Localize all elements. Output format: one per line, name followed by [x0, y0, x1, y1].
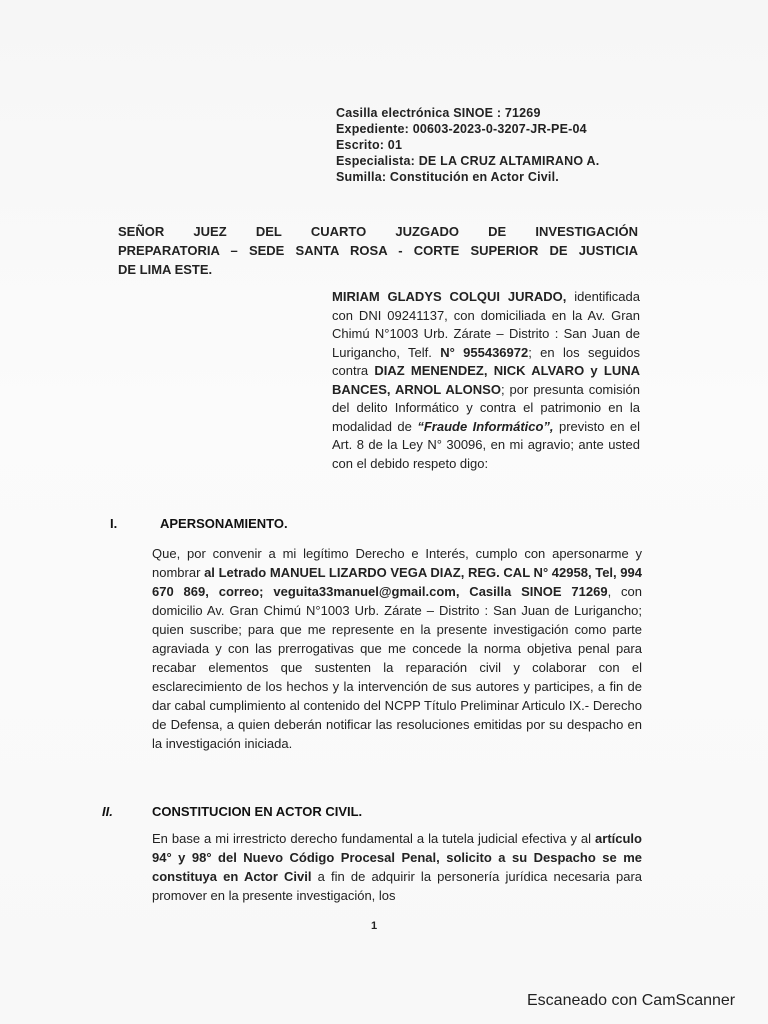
party-name: MIRIAM GLADYS COLQUI JURADO,	[332, 289, 567, 304]
party-text-3: ; por presunta comisión del delito Informático y contra el patrimonio en la modalidad de	[332, 381, 641, 434]
defendant-a: DIAZ MENENDEZ, NICK ALVARO	[374, 363, 585, 378]
section-1-number: I.	[110, 516, 118, 531]
defendant-conjunction: y	[584, 363, 604, 378]
address-line-1: SEÑOR JUEZ DEL CUARTO JUZGADO DE INVESTIGACIÓN	[118, 224, 638, 239]
party-phone: N° 955436972	[440, 344, 529, 360]
casilla-line: Casilla electrónica SINOE : 71269	[336, 106, 541, 120]
lawyer-details: al Letrado MANUEL LIZARDO VEGA DIAZ, REG. CAL N° 42958, Tel, 994 670 869, correo; veguita33manuel@gmail.com, Casilla SINOE 71269	[152, 565, 642, 599]
address-line-3: DE LIMA ESTE.	[118, 262, 213, 277]
section-2-number: II.	[102, 804, 113, 819]
section-1-title: APERSONAMIENTO.	[160, 516, 288, 531]
section-2-text-1: En base a mi irrestricto derecho fundamental a la tutela judicial efectiva y al	[152, 831, 596, 846]
legal-article: artículo 94° y 98° del Nuevo Código Procesal Penal, solicito a su Despacho se me constituya en Actor Civil	[152, 831, 642, 884]
party-introduction	[332, 288, 640, 473]
section-2-title: CONSTITUCION EN ACTOR CIVIL.	[152, 804, 363, 819]
scanner-watermark: Escaneado con CamScanner	[527, 992, 736, 1009]
sumilla-line: Sumilla: Constitución en Actor Civil.	[336, 170, 559, 184]
especialista-line: Especialista: DE LA CRUZ ALTAMIRANO A.	[336, 154, 600, 168]
address-line-2: PREPARATORIA – SEDE SANTA ROSA - CORTE SUPERIOR DE JUSTICIA	[118, 243, 638, 258]
party-text-4: previsto en el Art. 8 de la Ley N° 30096, en mi agravio; ante usted con el debido respeto digo:	[332, 418, 640, 471]
page-number: 1	[371, 920, 378, 932]
defendant-b: LUNA BANCES, ARNOL ALONSO	[332, 363, 640, 397]
court-address	[118, 222, 638, 279]
crime-name: “Fraude Informático”,	[417, 418, 554, 434]
section-1-text-2: , con domicilio Av. Gran Chimú N°1003 Urb. Zárate – Distrito : San Juan de Lurigancho; quien suscribe; para que me represente en la presente investigación como parte agraviada y con las prerrogativas que me concede la norma objetiva penal para recabar elementos que sustenten la reparación civil y colaborar con el esclarecimiento de los hechos y la intervención de sus autores y participes, a fin de dar cabal cumplimiento al contenido del NCPP Título Preliminar Articulo IX.- Derecho de Defensa, a quien deberán notificar las resoluciones emitidas por su despacho en la investigación iniciada.	[152, 584, 642, 751]
party-text-1: identificada con DNI 09241137, con domiciliada en la Av. Gran Chimú N°1003 Urb. Zárate – Distrito : San Juan de Lurigancho, Telf.	[332, 289, 640, 360]
escrito-line: Escrito: 01	[336, 138, 403, 152]
case-header	[336, 105, 599, 185]
expediente-line: Expediente: 00603-2023-0-3207-JR-PE-04	[336, 122, 587, 136]
section-1-text-1: Que, por convenir a mi legítimo Derecho e Interés, cumplo con apersonarme y nombrar	[152, 546, 642, 580]
section-2-body	[152, 829, 642, 905]
section-1-body	[152, 544, 642, 753]
party-text-2: ; en los seguidos contra	[332, 344, 640, 378]
section-2-text-2: a fin de adquirir la personería jurídica necesaria para promover en la presente investigación, los	[152, 869, 643, 903]
